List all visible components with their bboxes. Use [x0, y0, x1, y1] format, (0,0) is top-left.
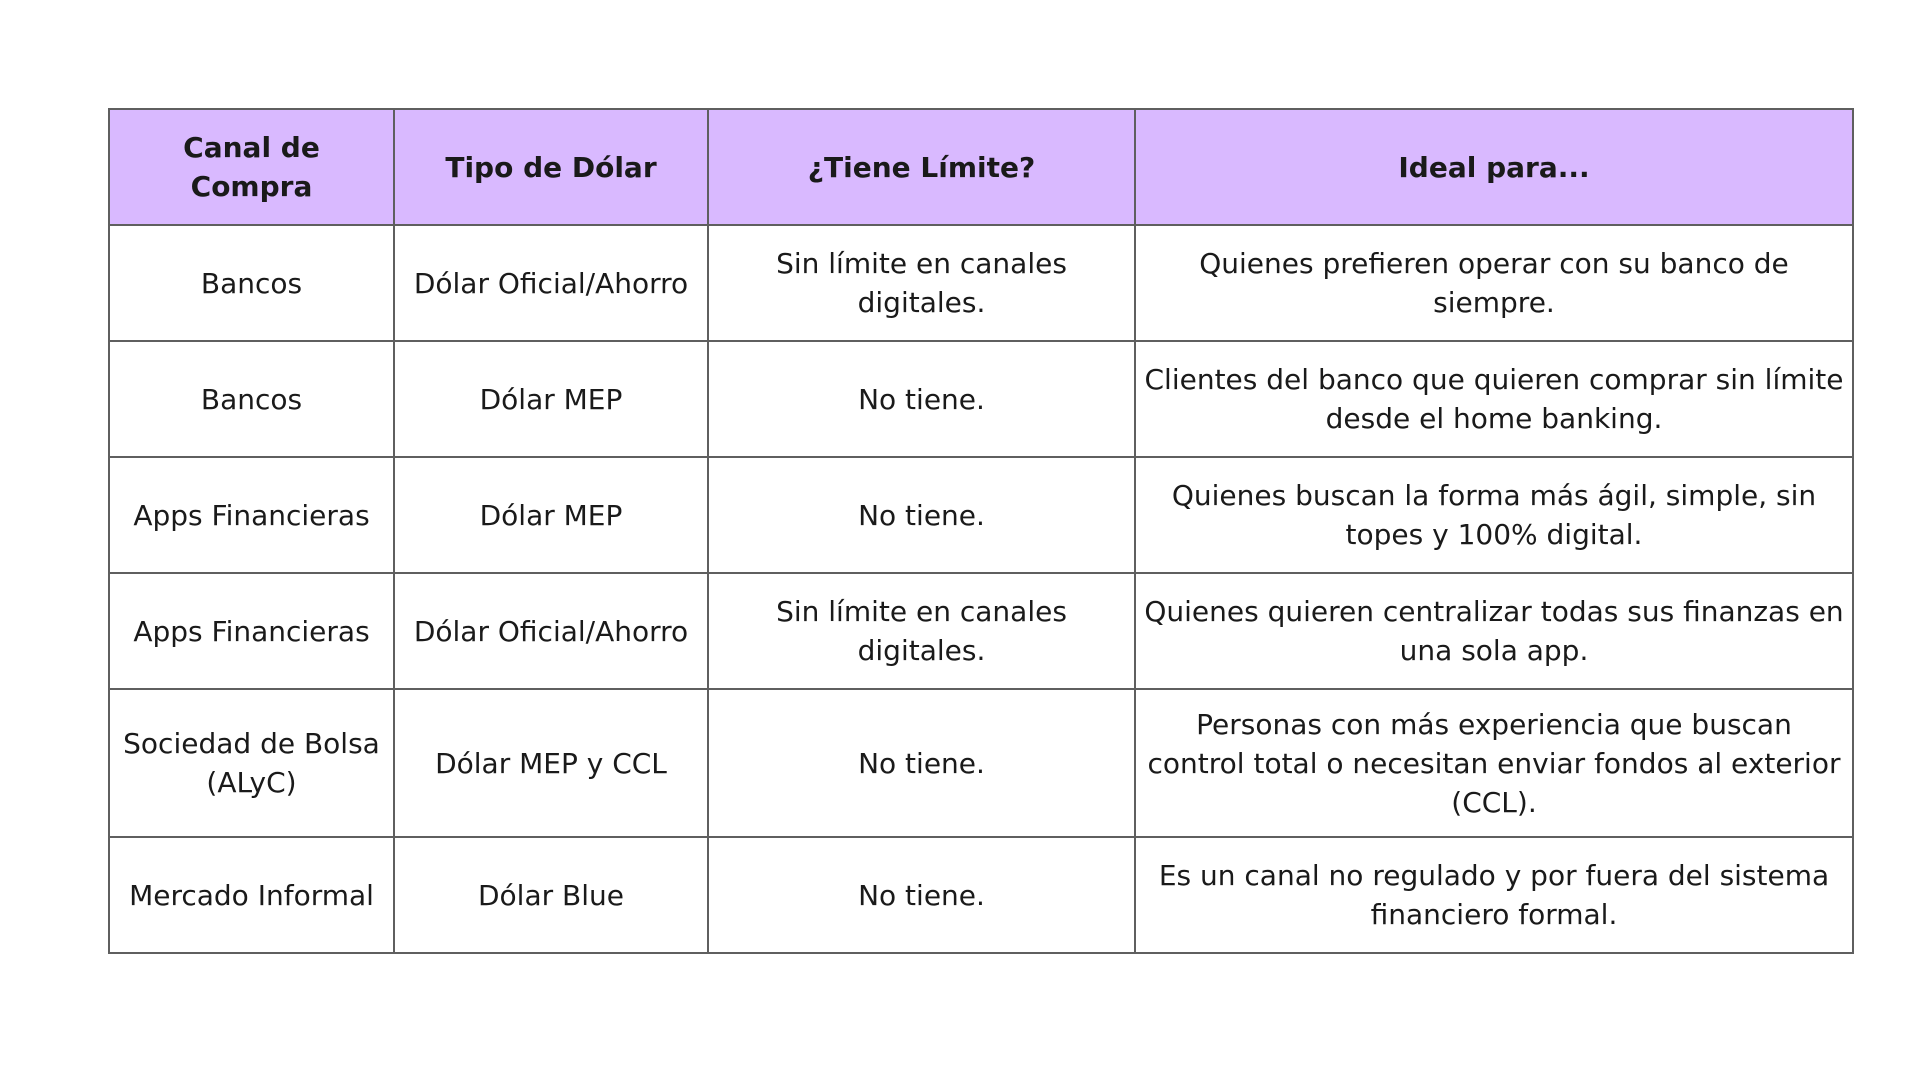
- header-ideal-para: Ideal para...: [1135, 109, 1853, 225]
- cell-limite: Sin límite en canales digitales.: [708, 573, 1135, 689]
- table-row: [109, 573, 1853, 689]
- cell-ideal: Personas con más experiencia que buscan control total o necesitan enviar fondos al exterior (CCL).: [1135, 689, 1853, 837]
- cell-canal: Bancos: [109, 225, 394, 341]
- header-tipo-de-dolar: Tipo de Dólar: [394, 109, 708, 225]
- cell-limite: No tiene.: [708, 689, 1135, 837]
- cell-ideal: Es un canal no regulado y por fuera del sistema financiero formal.: [1135, 837, 1853, 953]
- dollar-purchase-channels-table: [108, 108, 1854, 954]
- cell-tipo: Dólar MEP: [394, 341, 708, 457]
- cell-tipo: Dólar MEP: [394, 457, 708, 573]
- comparison-table-container: [108, 108, 1852, 954]
- cell-canal: Mercado Informal: [109, 837, 394, 953]
- cell-ideal: Quienes buscan la forma más ágil, simple, sin topes y 100% digital.: [1135, 457, 1853, 573]
- header-tiene-limite: ¿Tiene Límite?: [708, 109, 1135, 225]
- cell-canal: Bancos: [109, 341, 394, 457]
- cell-limite: No tiene.: [708, 341, 1135, 457]
- cell-tipo: Dólar Oficial/Ahorro: [394, 225, 708, 341]
- cell-ideal: Quienes quieren centralizar todas sus finanzas en una sola app.: [1135, 573, 1853, 689]
- table-row: [109, 341, 1853, 457]
- table-row: [109, 225, 1853, 341]
- cell-tipo: Dólar Oficial/Ahorro: [394, 573, 708, 689]
- cell-ideal: Clientes del banco que quieren comprar sin límite desde el home banking.: [1135, 341, 1853, 457]
- cell-ideal: Quienes prefieren operar con su banco de siempre.: [1135, 225, 1853, 341]
- table-row: [109, 837, 1853, 953]
- cell-limite: Sin límite en canales digitales.: [708, 225, 1135, 341]
- cell-canal: Sociedad de Bolsa (ALyC): [109, 689, 394, 837]
- cell-tipo: Dólar Blue: [394, 837, 708, 953]
- cell-canal: Apps Financieras: [109, 457, 394, 573]
- table-row: [109, 689, 1853, 837]
- header-canal-de-compra: Canal de Compra: [109, 109, 394, 225]
- cell-canal: Apps Financieras: [109, 573, 394, 689]
- table-header-row: [109, 109, 1853, 225]
- table-row: [109, 457, 1853, 573]
- cell-limite: No tiene.: [708, 837, 1135, 953]
- cell-tipo: Dólar MEP y CCL: [394, 689, 708, 837]
- cell-limite: No tiene.: [708, 457, 1135, 573]
